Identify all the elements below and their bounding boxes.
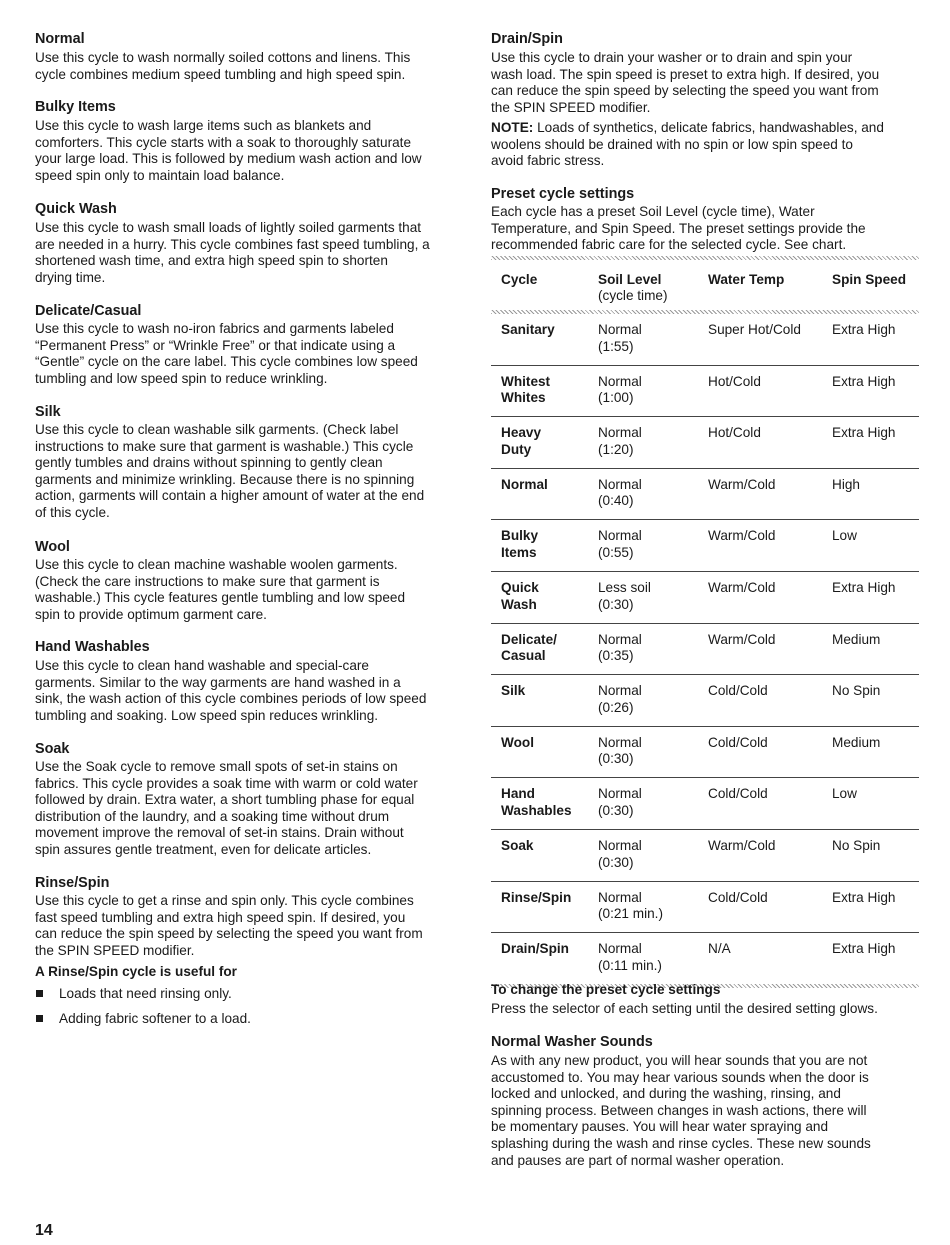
table-row	[491, 469, 919, 521]
page-number: 14	[35, 1222, 53, 1239]
cell-spin-speed: No Spin	[832, 683, 881, 699]
preset-body: Each cycle has a preset Soil Level (cycle time), Water Temperature, and Spin Speed. The preset settings provide the recommended fabric care for the selected cycle. See chart.	[491, 204, 866, 253]
cell-cycle: Hand Washables	[501, 786, 572, 818]
cell-cycle: Silk	[501, 683, 526, 699]
rinse-useful-heading: A Rinse/Spin cycle is useful for	[35, 964, 237, 979]
delicate-casual-heading: Delicate/Casual	[35, 303, 142, 319]
cell-soil-level: Normal (0:30)	[598, 734, 642, 767]
cell-soil-level: Normal (0:35)	[598, 631, 642, 664]
cell-water-temp: N/A	[708, 941, 731, 957]
cell-soil-level: Normal (0:30)	[598, 786, 642, 818]
header-water-temp: Water Temp	[708, 272, 785, 287]
header-spin-speed: Spin Speed	[832, 272, 907, 287]
cell-spin-speed: Low	[832, 786, 857, 802]
rinse-spin-heading: Rinse/Spin	[35, 875, 110, 891]
bullet-square-icon	[36, 1015, 43, 1022]
silk-body: Use this cycle to clean washable silk garments. (Check label instructions to make sure that garment is washable.) This cycle gently tumbles and drains without spinning to gently clean garments and minimize wrinkling. Because there is no spinning action, garments will contain a higher amount of water at the end of this cycle.	[35, 422, 425, 520]
silk-heading: Silk	[35, 404, 61, 420]
table-row	[491, 366, 919, 418]
cell-cycle: Rinse/Spin	[501, 889, 572, 905]
header-cycle: Cycle	[501, 272, 538, 287]
wool-body: Use this cycle to clean machine washable woolen garments. (Check the care instructions to make sure that garment is washable.) This cycle features gentle tumbling and low speed spin to provide optimum garment care.	[35, 557, 406, 622]
cell-soil-level: Normal (0:21 min.)	[598, 889, 663, 922]
preset-heading: Preset cycle settings	[491, 186, 635, 202]
cell-water-temp: Warm/Cold	[708, 528, 776, 544]
cell-spin-speed: No Spin	[832, 837, 881, 853]
cell-water-temp: Cold/Cold	[708, 786, 768, 802]
table-header	[491, 260, 919, 310]
header-soil-level: Soil Level	[598, 272, 662, 287]
table-row	[491, 778, 919, 830]
cell-soil-level: Normal (0:30)	[598, 837, 642, 870]
table-row	[491, 830, 919, 882]
quick-wash-body: Use this cycle to wash small loads of lightly soiled garments that are needed in a hurry. This cycle combines fast speed tumbling, a shortened wash time, and extra high speed spin to shorten drying time.	[35, 220, 430, 285]
cell-cycle: Normal	[501, 476, 548, 492]
table-row	[491, 624, 919, 676]
rinse-spin-body: Use this cycle to get a rinse and spin only. This cycle combines fast speed tumbling and extra high speed spin. If desired, you can reduce the spin speed by selecting the speed you want from the SPIN SPEED modifier.	[35, 893, 423, 958]
cell-soil-level: Normal (0:55)	[598, 528, 642, 560]
cell-cycle: Heavy Duty	[501, 425, 542, 457]
cell-cycle: Drain/Spin	[501, 941, 569, 957]
delicate-casual-body: Use this cycle to wash no-iron fabrics and garments labeled “Permanent Press” or “Wrinkle Free” or that indicate using a “Gentle” cycle on the care label. This cycle combines low speed tumbling and low speed spin to reduce wrinkling.	[35, 321, 418, 386]
table-row	[491, 933, 919, 984]
cell-water-temp: Cold/Cold	[708, 889, 768, 905]
table-row	[491, 417, 919, 469]
cell-spin-speed: Extra High	[832, 579, 896, 595]
cell-cycle: Whitest Whites	[501, 373, 551, 406]
cell-water-temp: Warm/Cold	[708, 837, 776, 853]
cell-cycle: Delicate/ Casual	[501, 631, 557, 664]
cell-cycle: Bulky Items	[501, 528, 539, 560]
cell-spin-speed: Extra High	[832, 322, 896, 337]
cell-water-temp: Warm/Cold	[708, 579, 776, 595]
table-row	[491, 882, 919, 934]
cell-spin-speed: Extra High	[832, 941, 896, 957]
cell-water-temp: Hot/Cold	[708, 425, 761, 441]
normal-heading: Normal	[35, 31, 85, 47]
cell-water-temp: Cold/Cold	[708, 683, 768, 699]
cell-soil-level: Normal (0:11 min.)	[598, 941, 662, 973]
header-soil-sub: (cycle time)	[598, 288, 668, 303]
table-row	[491, 675, 919, 727]
cell-spin-speed: Extra High	[832, 889, 896, 905]
cell-spin-speed: Medium	[832, 631, 881, 647]
cell-water-temp: Super Hot/Cold	[708, 322, 801, 337]
cell-spin-speed: Medium	[832, 734, 881, 750]
cell-water-temp: Hot/Cold	[708, 373, 761, 389]
table-row	[491, 520, 919, 572]
cell-spin-speed: Extra High	[832, 425, 896, 441]
cell-soil-level: Normal (1:55)	[598, 322, 642, 354]
list-item: Loads that need rinsing only.	[35, 986, 232, 1003]
bullet-square-icon	[36, 990, 43, 997]
bulky-items-heading: Bulky Items	[35, 99, 116, 115]
washer-sounds-heading: Normal Washer Sounds	[491, 1034, 653, 1050]
cell-spin-speed: Low	[832, 528, 857, 544]
change-preset-body: Press the selector of each setting until the desired setting glows.	[491, 1001, 878, 1016]
wool-heading: Wool	[35, 539, 70, 555]
hand-washables-body: Use this cycle to clean hand washable and special-care garments. Similar to the way garments are hand washed in a sink, the wash action of this cycle combines periods of low speed tumbling and soaking. Low speed spin reduces wrinkling.	[35, 658, 427, 723]
cell-cycle: Quick Wash	[501, 579, 539, 612]
soak-body: Use the Soak cycle to remove small spots of set-in stains on fabrics. This cycle provides a soak time with warm or cold water followed by drain. Extra water, a short tumbling phase for equal distribution of the laundry, and a soaking time without drum movement improve the removal of set-in stains. Drain without spin assures gentle treatment, even for delicate articles.	[35, 759, 418, 857]
cell-spin-speed: High	[832, 476, 860, 492]
table-row	[491, 572, 919, 624]
bulky-items-body: Use this cycle to wash large items such as blankets and comforters. This cycle starts with a soak to thoroughly saturate your large load. This is followed by medium wash action and low speed spin only to maintain load balance.	[35, 118, 422, 183]
cell-soil-level: Normal (0:40)	[598, 476, 642, 509]
cell-soil-level: Normal (1:20)	[598, 425, 642, 457]
normal-body: Use this cycle to wash normally soiled cottons and linens. This cycle combines medium speed tumbling and high speed spin.	[35, 50, 411, 82]
cell-spin-speed: Extra High	[832, 373, 896, 389]
soak-heading: Soak	[35, 741, 70, 757]
cell-water-temp: Cold/Cold	[708, 734, 768, 750]
drain-spin-body: Use this cycle to drain your washer or to drain and spin your wash load. The spin speed is preset to extra high. If desired, you can reduce the spin speed by selecting the speed you want from the SPIN SPEED modifier.	[491, 50, 880, 115]
table-row	[491, 727, 919, 779]
cell-cycle: Sanitary	[501, 322, 555, 337]
cell-cycle: Soak	[501, 837, 534, 853]
washer-sounds-body: As with any new product, you will hear sounds that you are not accustomed to. You may hear various sounds when the door is locked and unlocked, and during the washing, rinsing, and spinning process. Between changes in wash actions, there will be momentary pauses. You will hear water spraying and splashing during the wash and rinse cycles. These new sounds and pauses are part of normal washer operation.	[491, 1053, 871, 1168]
drain-spin-note: NOTE: Loads of synthetics, delicate fabrics, handwashables, and woolens should be drained with no spin or low spin speed to avoid fabric stress.	[491, 120, 884, 169]
cell-soil-level: Less soil (0:30)	[598, 579, 651, 612]
cycle-settings-table	[491, 256, 919, 988]
cell-water-temp: Warm/Cold	[708, 476, 776, 492]
cell-soil-level: Normal (1:00)	[598, 373, 642, 406]
hand-washables-heading: Hand Washables	[35, 639, 150, 655]
change-preset-heading: To change the preset cycle settings	[491, 982, 721, 997]
cell-soil-level: Normal (0:26)	[598, 683, 642, 715]
cell-cycle: Wool	[501, 734, 534, 750]
list-item: Adding fabric softener to a load.	[35, 1011, 251, 1028]
quick-wash-heading: Quick Wash	[35, 201, 117, 217]
drain-spin-heading: Drain/Spin	[491, 31, 563, 47]
table-row	[491, 314, 919, 366]
cell-water-temp: Warm/Cold	[708, 631, 776, 647]
table-body	[491, 314, 919, 984]
